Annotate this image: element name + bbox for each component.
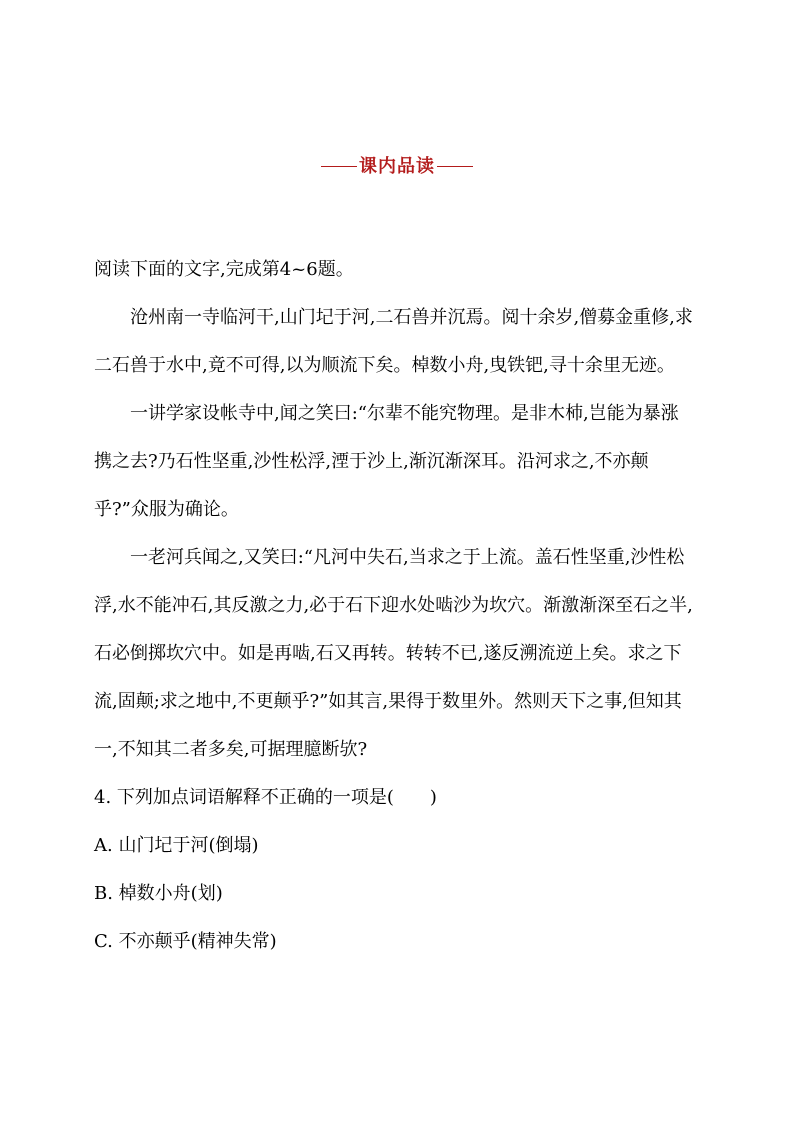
heading-left-rule bbox=[321, 166, 357, 167]
question-option-a: A. 山门圮于河(倒塌) bbox=[94, 835, 259, 856]
passage-paragraph-3: 一老河兵闻之,又笑曰:“凡河中失石,当求之于上流。盖石性坚重,沙性松浮,水不能冲石,其反激之力,必于石下迎水处啮沙为坎穴。渐激渐深至石之半,石必倒掷坎穴中。如是再啮,石又再转。转转不已,遂反溯流逆上矣。求之下流,固颠;求之地中,不更颠乎?”如其言,果得于数里外。然则天下之事,但知其一,不知其二者多矣,可据理臆断欤? bbox=[94, 547, 693, 760]
passage-paragraph-1: 沧州南一寺临河干,山门圮于河,二石兽并沉焉。阅十余岁,僧募金重修,求二石兽于水中,竟不可得,以为顺流下矣。棹数小舟,曳铁钯,寻十余里无迹。 bbox=[94, 307, 693, 376]
section-title-text: 课内品读 bbox=[359, 156, 435, 177]
question-option-c: C. 不亦颠乎(精神失常) bbox=[94, 931, 277, 952]
question-option-b: B. 棹数小舟(划) bbox=[94, 883, 223, 904]
passage-paragraph-2: 一讲学家设帐寺中,闻之笑曰:“尔辈不能究物理。是非木杮,岂能为暴涨携之去?乃石性坚重,沙性松浮,湮于沙上,渐沉渐深耳。沿河求之,不亦颠乎?”众服为确论。 bbox=[94, 403, 679, 520]
heading-right-rule bbox=[437, 166, 473, 167]
reading-content bbox=[94, 246, 694, 966]
section-heading bbox=[0, 152, 794, 178]
question-stem: 4. 下列加点词语解释不正确的一项是( ) bbox=[94, 787, 437, 808]
instruction-text: 阅读下面的文字,完成第4~6题。 bbox=[94, 259, 354, 280]
